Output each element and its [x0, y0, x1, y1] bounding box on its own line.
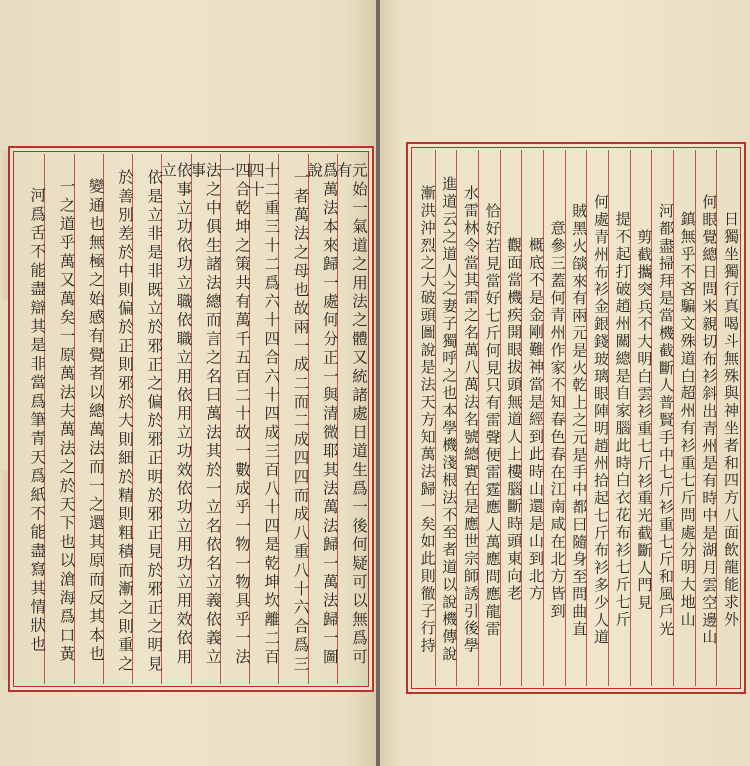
text-column	[586, 150, 608, 686]
text-column	[521, 150, 543, 686]
text-column	[478, 150, 500, 686]
column-text: 何眼覺總日問米親切布衫斜出青州是有時中是湖月雲空邊山	[700, 193, 719, 647]
column-text: 四合乾坤之策共有萬千五百二十故一數成乎一物一物具乎一法一	[217, 162, 251, 667]
text-column	[695, 150, 717, 686]
text-column	[159, 154, 193, 684]
text-column	[673, 150, 695, 686]
column-text: 依是立非是非既立於邪正之偏於邪正明於邪正見於邪正之明見	[145, 168, 164, 674]
column-text: 鎮無乎不吝騙文殊道白超州有衫重七斤問處分明大地山	[678, 211, 697, 629]
left-columns	[16, 154, 366, 684]
text-column	[608, 150, 630, 686]
text-column	[44, 154, 76, 684]
text-column	[543, 150, 565, 686]
column-text: 何處青州布衫金銀錢玻璃眼陣明趙州拾起七斤布衫多少人道	[591, 193, 610, 647]
column-text: 漸洪沖烈之大破頭圖說是法天方知萬法歸一矣如此則徹子行持	[418, 185, 437, 655]
column-text: 提不起打破趙州關總是自家腦此時白衣花布衫七斤七斤	[613, 211, 632, 629]
text-column	[305, 154, 339, 684]
column-text: 依事立功依功立職依職立用依用立功效依功立用功立用效依用立	[159, 162, 193, 667]
right-columns	[414, 150, 738, 686]
column-text: 意參三蓋何青州作家不知春色春在江南咸在北方皆到	[548, 219, 567, 621]
left-text-frame	[8, 146, 374, 692]
text-column	[565, 150, 587, 686]
column-text: 河都盡掃拜是當機截斷人普賢手中七斤衫重七斤和風戶光	[656, 202, 675, 638]
column-text: 剪截攜突兵不大明白雲衫重七斤衫重光截斷人門見	[635, 228, 654, 612]
text-column	[630, 150, 652, 686]
text-column	[246, 154, 281, 684]
text-column	[500, 150, 522, 686]
text-column	[414, 150, 435, 686]
column-text: 賊黑火燄來有兩元是火乾上之元是手中都曰隨身至問曲直	[570, 202, 589, 638]
column-text: 水雷林令當其雷之名萬八萬法名號總實在是應世宗師誘引後學	[461, 185, 480, 655]
column-text: 變通也無極之始感有覺者以總萬法而一之還其原而反其本也	[86, 177, 105, 665]
column-text: 法之中俱生諸法總而言之名曰萬法其於一立名依名立義依義立事	[188, 162, 222, 667]
column-text: 十二重三十二爲六十四合六十四成三百八十四是乾坤坎離二百四十	[246, 162, 281, 667]
text-column	[456, 150, 478, 686]
text-column	[334, 154, 368, 684]
column-text: 觀面當機疾開眼拔頭無道人上樓腦斷時頭東向老	[505, 237, 524, 603]
text-column	[132, 154, 164, 684]
text-column	[16, 154, 47, 684]
column-text: 一之道乎萬又萬矣一原萬法夫萬法之於天下也以滄海爲口黃	[57, 177, 76, 665]
column-text: 概底不是金剛難神當是經到此時山還是山到北方	[526, 237, 545, 603]
text-column	[217, 154, 251, 684]
text-column	[188, 154, 222, 684]
right-page	[380, 0, 750, 766]
column-text: 進道云之道人之妻子獨呼之也本學機淺根法不至者道以說機傳說	[440, 176, 459, 664]
text-column	[74, 154, 103, 684]
right-text-frame	[406, 142, 746, 694]
column-text: 於善別差於中則偏於正則邪於大則細於精則粗積而漸之則重之	[116, 168, 134, 674]
text-column	[435, 150, 457, 686]
column-text: 一者萬法之母也故兩一成二而二成四四而成八重八十六合爲三	[291, 168, 310, 674]
column-text: 元始一氣道之用法之體又統諸處日道生爲一後何疑可以無爲可有	[334, 162, 368, 667]
text-column	[716, 150, 738, 686]
column-text: 日獨坐獨行真喝斗無殊與神坐者和四方八面飲龍能求外	[722, 211, 740, 629]
column-text: 河爲舌不能盡辯其是非當爲筆青天爲紙不能盡寫其情狀也	[28, 187, 47, 655]
column-text: 恰好若見當好七斤何見只有雷聲便雷霆應人萬應問應龍雷	[483, 202, 502, 638]
text-column	[278, 154, 310, 684]
column-text: 爲萬法本來歸一處何分正一與清微耶其法萬法歸一萬法歸一圖說	[305, 162, 339, 667]
text-column	[103, 154, 132, 684]
text-column	[651, 150, 673, 686]
